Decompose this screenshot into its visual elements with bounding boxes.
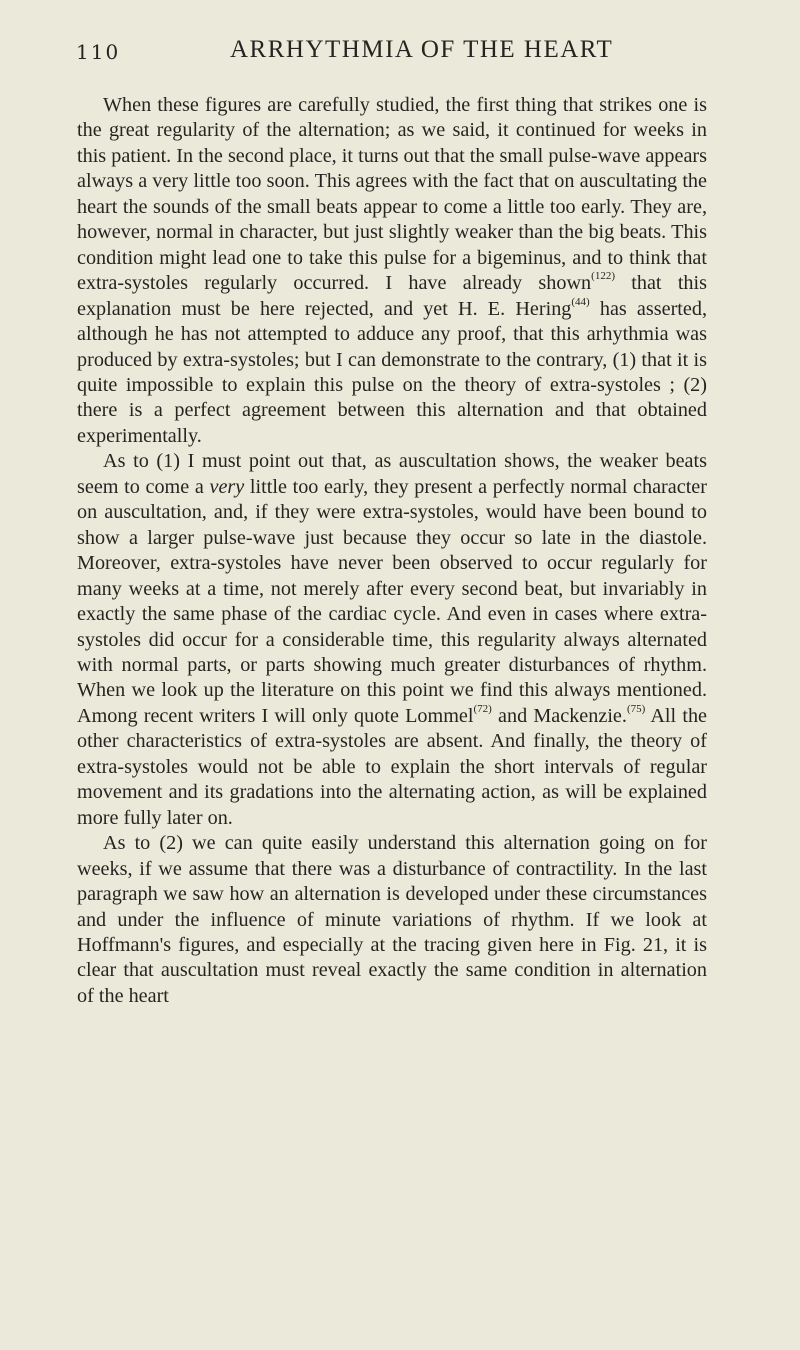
text-run: As to (2) we can quite easily understand this alternation going on for weeks, if we assume that there was a disturbance of contractility. In the last paragraph we saw how an alternation is developed under these circumstances and under the influence of minute variations of rhythm. If we look at Hoffmann's figures, and especially at the tracing given here in Fig. 21, it is clear that auscultation must reveal exactly the same condition in alternation of the heart <box>77 832 707 1007</box>
citation-44: (44) <box>571 295 590 308</box>
text-run: All the other characteristics of extra-systoles are absent. And finally, the theory of extra-systoles would not be able to explain the short intervals of regular movement and its gradations into the alternating action, as will be explained more fully later on. <box>77 704 707 829</box>
paragraph-2 <box>77 449 707 831</box>
paragraph-3 <box>77 831 707 1009</box>
citation-122: (122) <box>591 270 615 283</box>
page-header <box>76 36 700 72</box>
page-number: 110 <box>76 40 121 64</box>
body-text <box>77 93 707 1009</box>
running-head: ARRHYTHMIA OF THE HEART <box>230 36 614 63</box>
text-run: and Mackenzie. <box>491 704 627 727</box>
text-run: has asserted, although he has not attempted to adduce any proof, that this arhythmia was produced by extra-systoles; but I can demonstrate to the contrary, (1) that it is quite impossible to explain this pulse on the theory of extra-systoles ; (2) there is a perfect agreement between this alternation and that obtained experimentally. <box>77 297 707 447</box>
text-run: that this explanation must be here rejected, and yet H. E. Hering <box>77 272 707 320</box>
text-run: little too early, they present a perfectly normal character on auscultation, and, if they were extra-systoles, would have been bound to show a larger pulse-wave just because they occur so late in the diastole. Moreover, extra-systoles have never been observed to occur regularly for many weeks at a time, not merely after every second beat, but invariably in exactly the same phase of the cardiac cycle. And even in cases where extra-systoles did occur for a considerable time, this regularity always alternated with normal parts, or parts showing much greater disturbances of rhythm. When we look up the literature on this point we find this always mentioned. Among recent writers I will only quote Lommel <box>77 475 707 727</box>
text-run: As to (1) I must point out that, as auscultation shows, the weaker beats seem to come a <box>77 450 707 498</box>
emphasis-very: very <box>209 475 245 498</box>
citation-75: (75) <box>626 702 646 715</box>
paragraph-1 <box>77 93 707 449</box>
citation-72: (72) <box>473 702 492 715</box>
text-run: When these figures are carefully studied, the first thing that strikes one is the great regularity of the alternation; as we said, it continued for weeks in this patient. In the second place, it turns out that the small pulse-wave appears always a very little too soon. This agrees with the fact that on auscultating the heart the sounds of the small beats appear to come a little too early. They are, however, normal in character, but just slightly weaker than the big beats. This condition might lead one to take this pulse for a bigeminus, and to think that extra-systoles regularly occurred. I have already shown <box>77 94 707 295</box>
